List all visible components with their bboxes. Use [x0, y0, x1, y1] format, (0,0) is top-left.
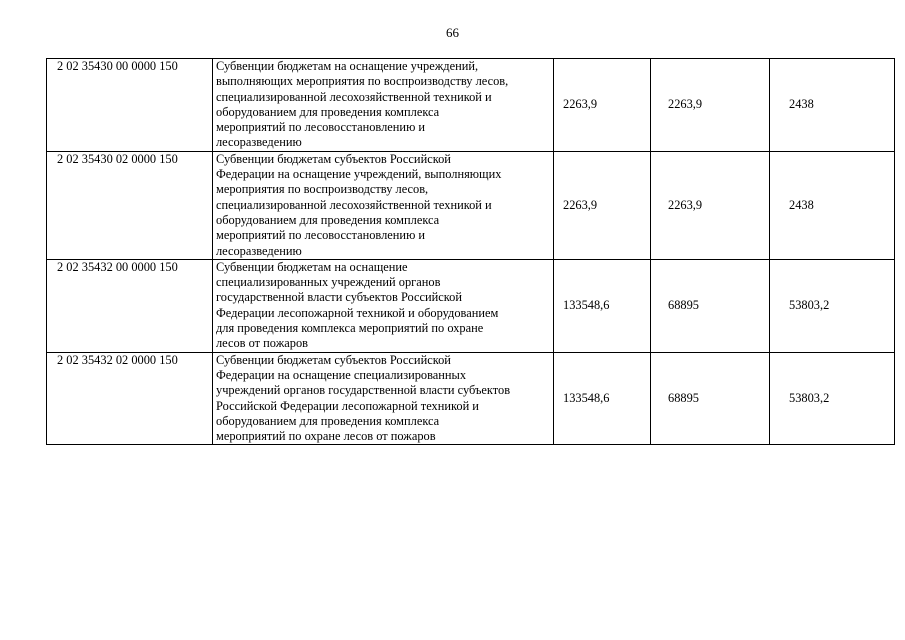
page-number: 66 — [446, 25, 459, 40]
value-2-cell: 2263,9 — [651, 59, 770, 152]
value-3-cell: 2438 — [770, 59, 895, 152]
description-line: для проведения комплекса мероприятий по охране — [216, 321, 484, 336]
table-row — [47, 151, 895, 259]
value-1-cell: 133548,6 — [554, 259, 651, 352]
description-line: мероприятий по лесовосстановлению и — [216, 228, 426, 243]
description-line: мероприятий по лесовосстановлению и — [216, 120, 426, 135]
description-line: специализированной лесохозяйственной техникой и — [216, 89, 492, 104]
budget-code-cell: 2 02 35430 00 0000 150 — [47, 59, 213, 152]
description-line: Субвенции бюджетам субъектов Российской — [216, 151, 451, 166]
description-line: Субвенции бюджетам на оснащение учреждений, — [216, 59, 479, 73]
description-line: специализированной лесохозяйственной техникой и — [216, 197, 492, 212]
description-line: лесоразведению — [216, 243, 302, 258]
value-1-cell: 133548,6 — [554, 352, 651, 445]
description-line: Федерации на оснащение учреждений, выполняющих — [216, 167, 502, 182]
description-line: Субвенции бюджетам на оснащение — [216, 259, 408, 274]
description-line: мероприятия по воспроизводству лесов, — [216, 182, 429, 197]
budget-table — [46, 58, 895, 445]
description-line: специализированных учреждений органов — [216, 275, 441, 290]
value-2-cell: 2263,9 — [651, 151, 770, 259]
description-line: Российской Федерации лесопожарной техникой и — [216, 398, 479, 413]
description-line: лесов от пожаров — [216, 336, 308, 351]
description-line: учреждений органов государственной власти субъектов — [216, 383, 511, 398]
budget-code-cell: 2 02 35432 00 0000 150 — [47, 259, 213, 352]
description-cell — [213, 259, 554, 352]
value-2-cell: 68895 — [651, 259, 770, 352]
description-line: выполняющих мероприятия по воспроизводству лесов, — [216, 74, 509, 89]
description-cell — [213, 59, 554, 152]
description-line: мероприятий по охране лесов от пожаров — [216, 429, 436, 444]
description-cell — [213, 352, 554, 445]
description-line: оборудованием для проведения комплекса — [216, 104, 440, 119]
value-2-cell: 68895 — [651, 352, 770, 445]
description-cell — [213, 151, 554, 259]
value-1-cell: 2263,9 — [554, 59, 651, 152]
table-row — [47, 259, 895, 352]
value-1-cell: 2263,9 — [554, 151, 651, 259]
description-line: оборудованием для проведения комплекса — [216, 212, 440, 227]
budget-code-cell: 2 02 35430 02 0000 150 — [47, 151, 213, 259]
description-line: лесоразведению — [216, 135, 302, 150]
table-row — [47, 352, 895, 445]
description-line: государственной власти субъектов Российской — [216, 290, 463, 305]
description-line: оборудованием для проведения комплекса — [216, 413, 440, 428]
value-3-cell: 53803,2 — [770, 259, 895, 352]
table-row — [47, 59, 895, 152]
description-line: Субвенции бюджетам субъектов Российской — [216, 352, 451, 367]
value-3-cell: 53803,2 — [770, 352, 895, 445]
value-3-cell: 2438 — [770, 151, 895, 259]
budget-code-cell: 2 02 35432 02 0000 150 — [47, 352, 213, 445]
description-line: Федерации на оснащение специализированных — [216, 367, 467, 382]
description-line: Федерации лесопожарной техникой и оборудованием — [216, 305, 499, 320]
